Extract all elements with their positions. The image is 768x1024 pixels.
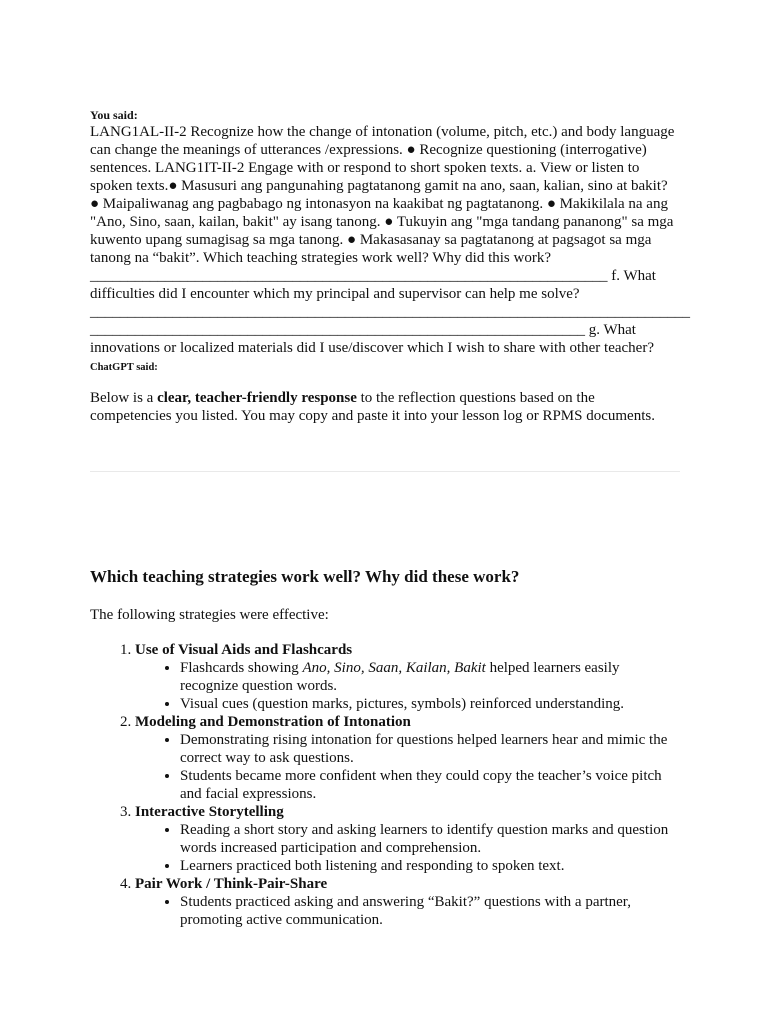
bullet-item: • Demonstrating rising intonation for questions helped learners hear and mimic the correct way to ask questions. (180, 731, 680, 767)
user-message-line: __________________________________________________________________ g. What (90, 322, 636, 338)
strategy-title: Use of Visual Aids and Flashcards (135, 642, 353, 658)
user-speaker-label: You said: (90, 108, 138, 122)
user-message (90, 123, 690, 357)
user-message-line: "Ano, Sino, saan, kailan, bakit" ay isang tanong. ● Tukuyin ang "mga tandang pananong" sa mga (90, 214, 674, 230)
user-message-line: _____________________________________________________________________ f. What (90, 268, 656, 284)
strategy-item (135, 713, 680, 803)
bullet-item: • Learners practiced both listening and responding to spoken text. (180, 857, 680, 875)
strategy-item (135, 875, 680, 929)
section-lead: The following strategies were effective: (90, 607, 329, 623)
intro-text: to the reflection questions based on the competencies you listed. You may copy and paste it into your lesson log or RPMS documents. (90, 390, 655, 424)
strategy-item (135, 803, 680, 875)
bullet-item: • Reading a short story and asking learners to identify question marks and question words increased participation and comprehension. (180, 821, 680, 857)
bullet-item: • Students became more confident when they could copy the teacher’s voice pitch and facial expressions. (180, 767, 680, 803)
assistant-intro (90, 389, 680, 425)
user-message-line: difficulties did I encounter which my principal and supervisor can help me solve? (90, 286, 580, 302)
user-message-line: kuwento upang sumagisag sa mga tanong. ● Makasasanay sa pagtatanong at pagsagot sa mga (90, 232, 652, 248)
user-message-line: ● Maipaliwanag ang pagbabago ng intonasyon na kaakibat ng pagtatanong. ● Makikilala na ang (90, 196, 668, 212)
intro-text: Below is a (90, 390, 158, 406)
user-message-line: ________________________________________________________________________________ (90, 304, 690, 320)
strategy-item (135, 641, 680, 713)
bullet-item (180, 659, 680, 695)
user-message-line: can change the meanings of utterances /expressions. ● Recognize questioning (interrogative) (90, 142, 647, 158)
assistant-speaker-label: ChatGPT said: (90, 362, 158, 373)
bullet-text: helped learners easily recognize question words. (180, 660, 620, 694)
strategy-list (90, 641, 680, 929)
intro-bold: clear, teacher-friendly response (157, 390, 357, 406)
bullet-item: • Students practiced asking and answering “Bakit?” questions with a partner, promoting active communication. (180, 893, 680, 929)
user-message-line: sentences. LANG1IT-II-2 Engage with or respond to short spoken texts. a. View or listen to (90, 160, 640, 176)
strategy-bullets (135, 731, 680, 803)
strategy-bullets (135, 821, 680, 875)
user-message-line: LANG1AL-II-2 Recognize how the change of intonation (volume, pitch, etc.) and body language (90, 124, 675, 140)
bullet-item: • Visual cues (question marks, pictures, symbols) reinforced understanding. (180, 695, 680, 713)
strategy-title: Modeling and Demonstration of Intonation (135, 714, 411, 730)
user-message-line: tanong na “bakit”. Which teaching strategies work well? Why did this work? (90, 250, 551, 266)
section-divider (90, 471, 680, 472)
strategy-bullets (135, 659, 680, 713)
section-heading: Which teaching strategies work well? Why did these work? (90, 567, 520, 586)
strategy-title: Interactive Storytelling (135, 804, 284, 820)
bullet-italic: Ano, Sino, Saan, Kailan, Bakit (302, 660, 486, 676)
conversation (90, 108, 690, 929)
strategy-title: Pair Work / Think-Pair-Share (135, 876, 328, 892)
user-message-line: spoken texts.● Masusuri ang pangunahing pagtatanong gamit na ano, saan, kalian, sino at bakit? (90, 178, 668, 194)
user-message-line: innovations or localized materials did I use/discover which I wish to share with other teacher? (90, 340, 654, 356)
strategy-bullets (135, 893, 680, 929)
bullet-text: Flashcards showing (180, 660, 303, 676)
